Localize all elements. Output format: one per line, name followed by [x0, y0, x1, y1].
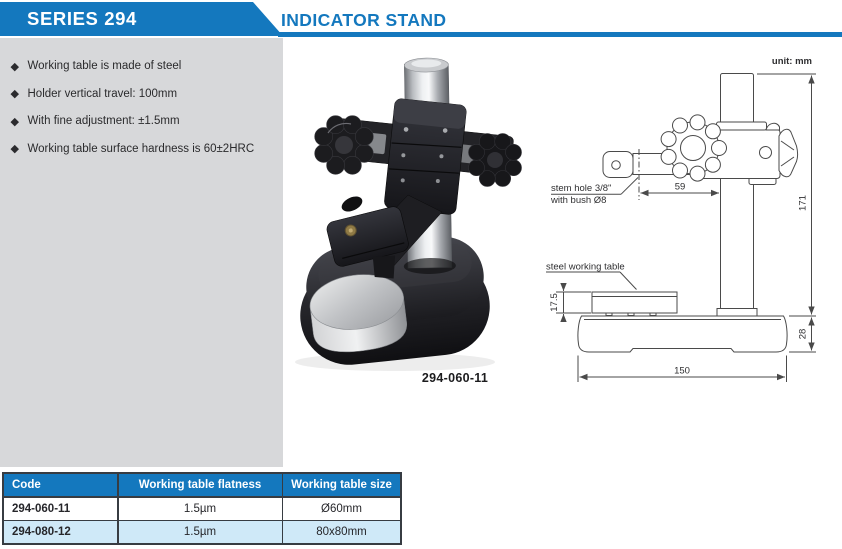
drawing-base	[578, 316, 787, 352]
feature-text: With fine adjustment: ±1.5mm	[27, 115, 180, 127]
dim-column-height: 171	[797, 195, 809, 211]
dim-base-length: 150	[674, 365, 690, 377]
column-header-size: Working table size	[283, 474, 400, 496]
unit-label: unit: mm	[771, 56, 812, 67]
spec-cell-code: 294-060-11	[4, 498, 117, 520]
stem-hole-note-line2: with bush Ø8	[551, 195, 607, 206]
product-photo	[290, 42, 545, 394]
feature-item	[10, 60, 275, 73]
spec-cell-code: 294-080-12	[4, 521, 117, 543]
feature-list	[10, 60, 275, 170]
column-header-flatness: Working table flatness	[119, 474, 282, 496]
spec-cell-size: Ø60mm	[283, 498, 400, 520]
feature-item	[10, 115, 275, 128]
spec-table	[2, 472, 402, 545]
drawing-column	[717, 74, 757, 317]
spec-cell-flatness: 1.5µm	[119, 521, 282, 543]
column-header-code: Code	[4, 474, 117, 496]
diamond-bullet-icon	[11, 90, 19, 98]
feature-item	[10, 143, 275, 156]
feature-text: Working table is made of steel	[27, 60, 182, 72]
feature-item	[10, 88, 275, 101]
stem-hole-note-line1: stem hole 3/8"	[551, 183, 612, 194]
feature-text: Holder vertical travel: 100mm	[27, 87, 178, 100]
working-table-note: steel working table	[546, 261, 625, 273]
photo-caption: 294-060-11	[421, 371, 489, 385]
feature-text: Working table surface hardness is 60±2HRC	[27, 142, 255, 155]
dim-base-height: 28	[797, 328, 809, 340]
drawing-working-table	[592, 292, 677, 316]
diamond-bullet-icon	[11, 62, 19, 70]
diamond-bullet-icon	[11, 145, 19, 153]
spec-cell-size: 80x80mm	[283, 521, 400, 543]
title-underline	[278, 32, 842, 37]
dim-table-height: 17.5	[549, 293, 560, 312]
spec-cell-flatness: 1.5µm	[119, 498, 282, 520]
series-label: SERIES 294	[27, 8, 137, 29]
diamond-bullet-icon	[11, 117, 19, 125]
technical-drawing	[540, 42, 842, 390]
dim-stem-to-column: 59	[674, 181, 686, 193]
page-title: INDICATOR STAND	[281, 10, 447, 30]
clamp-lever	[339, 193, 364, 214]
